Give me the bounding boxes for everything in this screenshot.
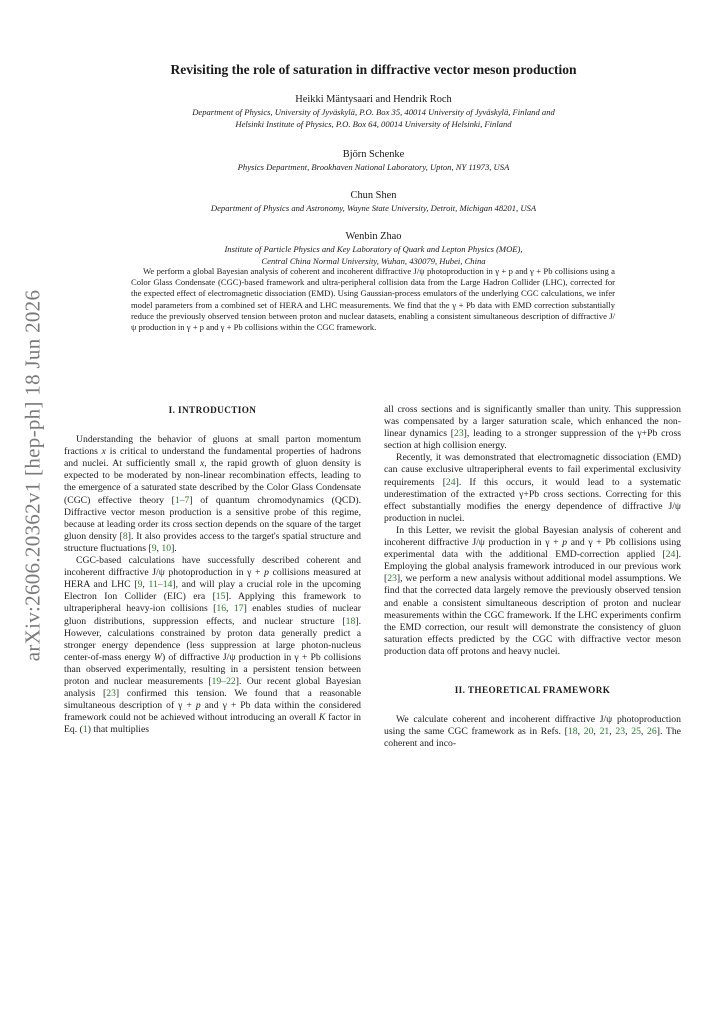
citation-link[interactable]: 15 [215,591,226,603]
citation-link[interactable]: 20 [583,726,594,738]
citation-link[interactable]: 24 [665,549,676,561]
theoretical-framework-body [384,714,681,750]
math-symbol: W [153,651,162,663]
citation-link[interactable]: 1 [82,724,88,736]
author-group [60,230,687,267]
paragraph: all cross sections and is significantly smaller than unity. This suppression was compensated by a larger saturation scale, which enhanced the non-linear dynamics [23], leading to a stronger suppression of the γ+Pb cross section at high collision energy. [384,404,682,452]
citation-link[interactable]: 23 [615,726,626,738]
author-group [60,148,687,174]
citation-link[interactable]: 23 [387,573,397,585]
introduction-body-continued [384,404,681,658]
left-column [64,404,361,736]
citation-link[interactable]: 18 [567,726,578,738]
citation-link[interactable]: 21 [599,726,610,738]
citation-link[interactable]: 19–22 [211,675,236,687]
citation-link[interactable]: 9 [137,579,143,591]
math-symbol: K [318,712,326,724]
citation-link[interactable]: 16 [216,603,227,615]
author-names: Chun Shen [350,190,397,201]
affiliation-line: Institute of Particle Physics and Key Laboratory of Quark and Lepton Physics (MOE), [224,244,523,254]
paragraph: CGC-based calculations have successfully described coherent and incoherent diffractive J/ψ photoproduction in γ + p collisions measured at HERA and LHC [9, 11–14], and will play a crucial role in the upcoming Electron Ion Collider (EIC) era [15]. Applying this framework to ultraperipheral heavy-ion collisions [16, 17] enables studies of nuclear gluon distributions, suppression effects, and nuclear structure [18]. However, calculations constrained by proton data generally predict a stronger energy dependence (less suppression at large photon-nucleus center-of-mass energy W) of diffractive J/ψ production in γ + Pb collisions than observed experimentally, resulting in a persistent tension between proton and nuclear measurements [19–22]. Our recent global Bayesian analysis [23] confirmed this tension. We found that a reasonable simultaneous description of γ + p and γ + Pb data within the considered framework could not be achieved without introducing an overall K factor in Eq. (1) that multiplies [64,555,362,736]
affiliation-line: Department of Physics, University of Jyväskylä, P.O. Box 35, 40014 University of Jyväskylä, Finland and [192,107,555,117]
citation-link[interactable]: 26 [647,726,657,738]
affiliation-line: Helsinki Institute of Physics, P.O. Box 64, 00014 University of Helsinki, Finland [235,118,512,129]
section-heading-theoretical-framework: II. THEORETICAL FRAMEWORK [454,684,611,695]
citation-link[interactable]: 9 [151,542,157,554]
author-group [60,189,687,215]
citation-link[interactable]: 10 [161,542,172,554]
citation-link[interactable]: 25 [631,726,641,738]
math-symbol: x [101,446,106,458]
citation-link[interactable]: 18 [345,615,356,627]
author-names: Björn Schenke [342,149,405,160]
right-column [384,404,681,750]
introduction-body [64,434,361,736]
citation-link[interactable]: 1–7 [174,494,190,506]
author-names: Heikki Mäntysaari and Hendrik Roch [295,94,452,105]
section-heading-introduction: I. INTRODUCTION [168,405,257,415]
math-symbol: p [195,700,201,712]
author-names: Wenbin Zhao [345,231,402,242]
affiliation-line: Physics Department, Brookhaven National Laboratory, Upton, NY 11973, USA [237,162,510,172]
paragraph: Recently, it was demonstrated that electromagnetic dissociation (EMD) can cause exclusive ultraperipheral events to fail experimental exclusivity requirements [24]. If this occurs, it would lead to a systematic underestimation of the extracted γ+Pb cross sections. Correcting for this effect substantially modifies the energy dependence of diffractive J/ψ production in nuclei. [384,452,681,524]
citation-link[interactable]: 11–14 [148,579,173,591]
arxiv-identifier-stamp [6,255,60,695]
citation-link[interactable]: 23 [106,688,116,700]
arxiv-identifier: arXiv:2606.20362v1 [hep-ph] 18 Jun 2026 [20,289,45,661]
citation-link[interactable]: 24 [445,476,456,488]
math-symbol: x [199,458,205,470]
affiliation-line: Department of Physics and Astronomy, Wayne State University, Detroit, Michigan 48201, USA [210,203,537,213]
citation-link[interactable]: 23 [453,428,464,440]
paragraph: We calculate coherent and incoherent diffractive J/ψ photoproduction using the same CGC framework as in Refs. [18, 20, 21, 23, 25, 26]. The coherent and inco- [384,714,681,750]
math-symbol: p [562,537,568,549]
citation-link[interactable]: 17 [233,603,244,615]
abstract: We perform a global Bayesian analysis of coherent and incoherent diffractive J/ψ photoproduction in γ + p and γ + Pb collisions using a Color Glass Condensate (CGC)-based framework and ultra-peripheral collision data from the Large Hadron Collider (LHC), corrected for the expected effect of electromagnetic dissociation (EMD). Using Gaussian-process emulators of the underlying CGC calculations, we infer model parameters from a combined set of HERA and LHC measurements. We find that the γ + Pb data with EMD correction substantially reduce the previously observed tension between proton and nuclear datasets, enabling a consistent simultaneous description of diffractive J/ψ production in γ + p and γ + Pb collisions within the CGC framework. [131,266,615,333]
paragraph: Understanding the behavior of gluons at small parton momentum fractions x is critical to understand the fundamental properties of hadrons and nuclei. At sufficiently small x, the rapid growth of gluon density is expected to be moderated by non-linear recombination effects, leading to the emergence of a saturated state described by the Color Glass Condensate (CGC) effective theory [1–7] of quantum chromodynamics (QCD). Diffractive vector meson production is a sensitive probe of this regime, because at leading order its cross section depends on the square of the target gluon density [8]. It also provides access to the target's spatial structure and structure fluctuations [9, 10]. [64,434,361,554]
paper-title: Revisiting the role of saturation in diffractive vector meson production [170,62,577,77]
author-group [60,93,687,130]
citation-link[interactable]: 8 [122,530,128,542]
affiliation-line: Central China Normal University, Wuhan, 430079, Hubei, China [261,255,486,266]
math-symbol: p [264,567,269,579]
paragraph: In this Letter, we revisit the global Bayesian analysis of coherent and incoherent diffractive J/ψ production in γ + p and γ + Pb collisions using experimental data with the additional EMD-correction applied [24]. Employing the global analysis framework introduced in our previous work [23], we perform a new analysis without additional model assumptions. We find that the corrected data largely remove the previously observed tension and enable a consistent simultaneous description of proton and nuclear measurements within the CGC framework. If the LHC experiments confirm the EMD correction, our result will demonstrate the consistency of gluon saturation effects predicted by the CGC with diffractive vector meson production data off protons and heavy nuclei. [384,524,682,657]
